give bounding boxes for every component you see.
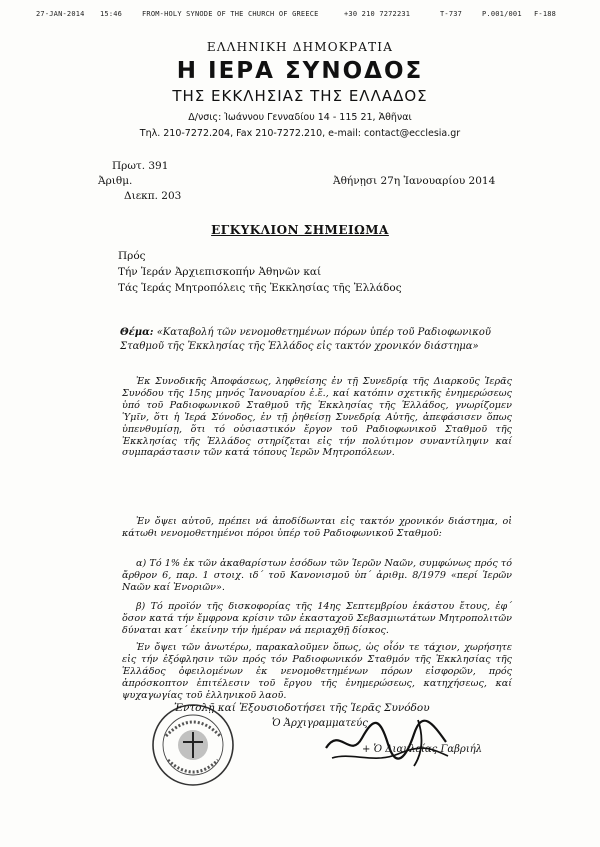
signature-authority: Ἐντολῇ καί Ἐξουσιοδοτήσει τῆς Ἱερᾶς Συνόδου xyxy=(174,702,430,714)
recipient-line-2: Τάς Ἱεράς Μητροπόλεις τῆς Ἐκκλησίας τῆς Ἑλλάδος xyxy=(118,282,402,294)
fax-from: FROM-HOLY SYNODE OF THE CHURCH OF GREECE xyxy=(142,10,319,18)
reference-arith: Ἀριθμ. xyxy=(98,175,133,187)
fax-header xyxy=(36,10,556,22)
document-date: Ἀθήνῃσι 27η Ἰανουαρίου 2014 xyxy=(333,175,496,187)
fax-code: T-737 xyxy=(440,10,463,18)
body-paragraph-1: Ἐκ Συνοδικῆς Ἀποφάσεως, ληφθείσης ἐν τῇ Συνεδρίᾳ τῆς Διαρκοῦς Ἱερᾶς Συνόδου τῆς 15ης μηνός Ἰανουαρίου ἐ.ἔ., καί κατόπιν σχετικῆς ἐνημερώσεως ὑπό τοῦ Ραδιοφωνικοῦ Σταθμοῦ τῆς Ἐκκλησίας τῆς Ἑλλάδος, γνωρίζομεν Ὑμῖν, ὅτι ἡ Ἱερά Σύνοδος, ἐν τῇ ῥηθείσῃ Συνεδρίᾳ Αὐτῆς, ἀπεφάσισεν ὅπως ὑπενθυμίσῃ, ὅτι τό οὐσιαστικόν ἔργον τοῦ Ραδιοφωνικοῦ Σταθμοῦ τῆς Ἐκκλησίας τῆς Ἑλλάδος στηρίζεται εἰς τήν πολύτιμον συναντίληψιν καί συμπαράστασιν τῶν κατά τόπους Ἱερῶν Μητροπόλεων. xyxy=(122,376,512,459)
document-title: ΕΓΚΥΚΛΙΟΝ ΣΗΜΕΙΩΜΑ xyxy=(211,223,389,237)
body-paragraph-4: β) Τό προϊόν τῆς δισκοφορίας τῆς 14ης Σεπτεμβρίου ἑκάστου ἔτους, ἐφ΄ ὅσον κατά τήν ἔμφρονα κρίσιν τῶν ἑκασταχοῦ Σεβασμιωτάτων Μητροπολιτῶν δύναται κατ΄ ἐκείνην τήν ἡμέραν νά περιαχθῇ δίσκος. xyxy=(122,601,512,636)
fax-form: F-188 xyxy=(534,10,557,18)
protocol-number: Πρωτ. 391 xyxy=(112,160,169,172)
signature-role: Ὁ Ἀρχιγραμματεύς xyxy=(272,718,368,729)
subject-text: «Καταβολή τῶν νενομοθετημένων πόρων ὑπέρ τοῦ Ραδιοφωνικοῦ Σταθμοῦ τῆς Ἐκκλησίας τῆς Ἑλλάδος εἰς τακτόν χρονικόν διάστημα» xyxy=(120,327,491,352)
fax-date: 27-JAN-2014 xyxy=(36,10,85,18)
body-paragraph-5: Ἐν ὄψει τῶν ἀνωτέρω, παρακαλοῦμεν ὅπως, ὡς οἷόν τε τάχιον, χωρήσητε εἰς τήν ἐξόφλησιν τῶν πρός τόν Ραδιοφωνικόν Σταθμόν τῆς Ἐκκλησίας τῆς Ἑλλάδος ὀφειλομένων ἐκ νενομοθετημένων πόρων εἰσφορῶν, πρός ἀπρόσκοπτον ἐπιτέλεσιν τοῦ ἔργου τῆς ἐνημερώσεως, κατηχήσεως, καί ψυχαγωγίας τοῦ ἑλληνικοῦ λαοῦ. xyxy=(122,642,512,701)
letterhead-republic: ΕΛΛΗΝΙΚΗ ΔΗΜΟΚΡΑΤΙΑ xyxy=(206,40,394,54)
subject-label: Θέμα: xyxy=(120,327,154,338)
handwritten-signature xyxy=(322,708,452,774)
body-paragraph-2: Ἐν ὄψει αὐτοῦ, πρέπει νά ἀποδίδωνται εἰς τακτόν χρονικόν διάστημα, οἱ κάτωθι νενομοθετημένοι πόροι ὑπέρ τοῦ Ραδιοφωνικοῦ Σταθμοῦ: xyxy=(122,516,512,539)
dispatch-number: Διεκπ. 203 xyxy=(124,190,182,202)
letterhead-church: ΤΗΣ ΕΚΚΛΗΣΙΑΣ ΤΗΣ ΕΛΛΑΔΟΣ xyxy=(172,87,428,105)
fax-page: P.001/001 xyxy=(482,10,522,18)
letterhead-synod: Η ΙΕΡΑ ΣΥΝΟΔΟΣ xyxy=(176,58,424,84)
letterhead-contact: Τηλ. 210-7272.204, Fax 210-7272.210, e-mail: contact@ecclesia.gr xyxy=(139,128,461,139)
synod-seal xyxy=(150,702,236,788)
subject xyxy=(120,326,520,354)
body-paragraph-3: α) Τό 1% ἐκ τῶν ἀκαθαρίστων ἐσόδων τῶν Ἱερῶν Ναῶν, συμφώνως πρός τό ἄρθρον 6, παρ. 1 στοιχ. ιδ΄ τοῦ Κανονισμοῦ ὑπ΄ ἀριθμ. 8/1979 «περί Ἱερῶν Ναῶν καί Ἐνοριῶν». xyxy=(122,558,512,593)
recipients-pros: Πρός xyxy=(118,250,146,262)
signatory-name: + Ὁ Διαυλείας Γαβριήλ xyxy=(362,744,483,755)
fax-phone: +30 210 7272231 xyxy=(344,10,411,18)
fax-time: 15:46 xyxy=(100,10,123,18)
letterhead-address: Δ/νσις: Ἰωάννου Γενναδίου 14 - 115 21, Ἀθῆναι xyxy=(188,112,412,123)
recipient-line-1: Τήν Ἱεράν Ἀρχιεπισκοπήν Ἀθηνῶν καί xyxy=(118,266,322,278)
